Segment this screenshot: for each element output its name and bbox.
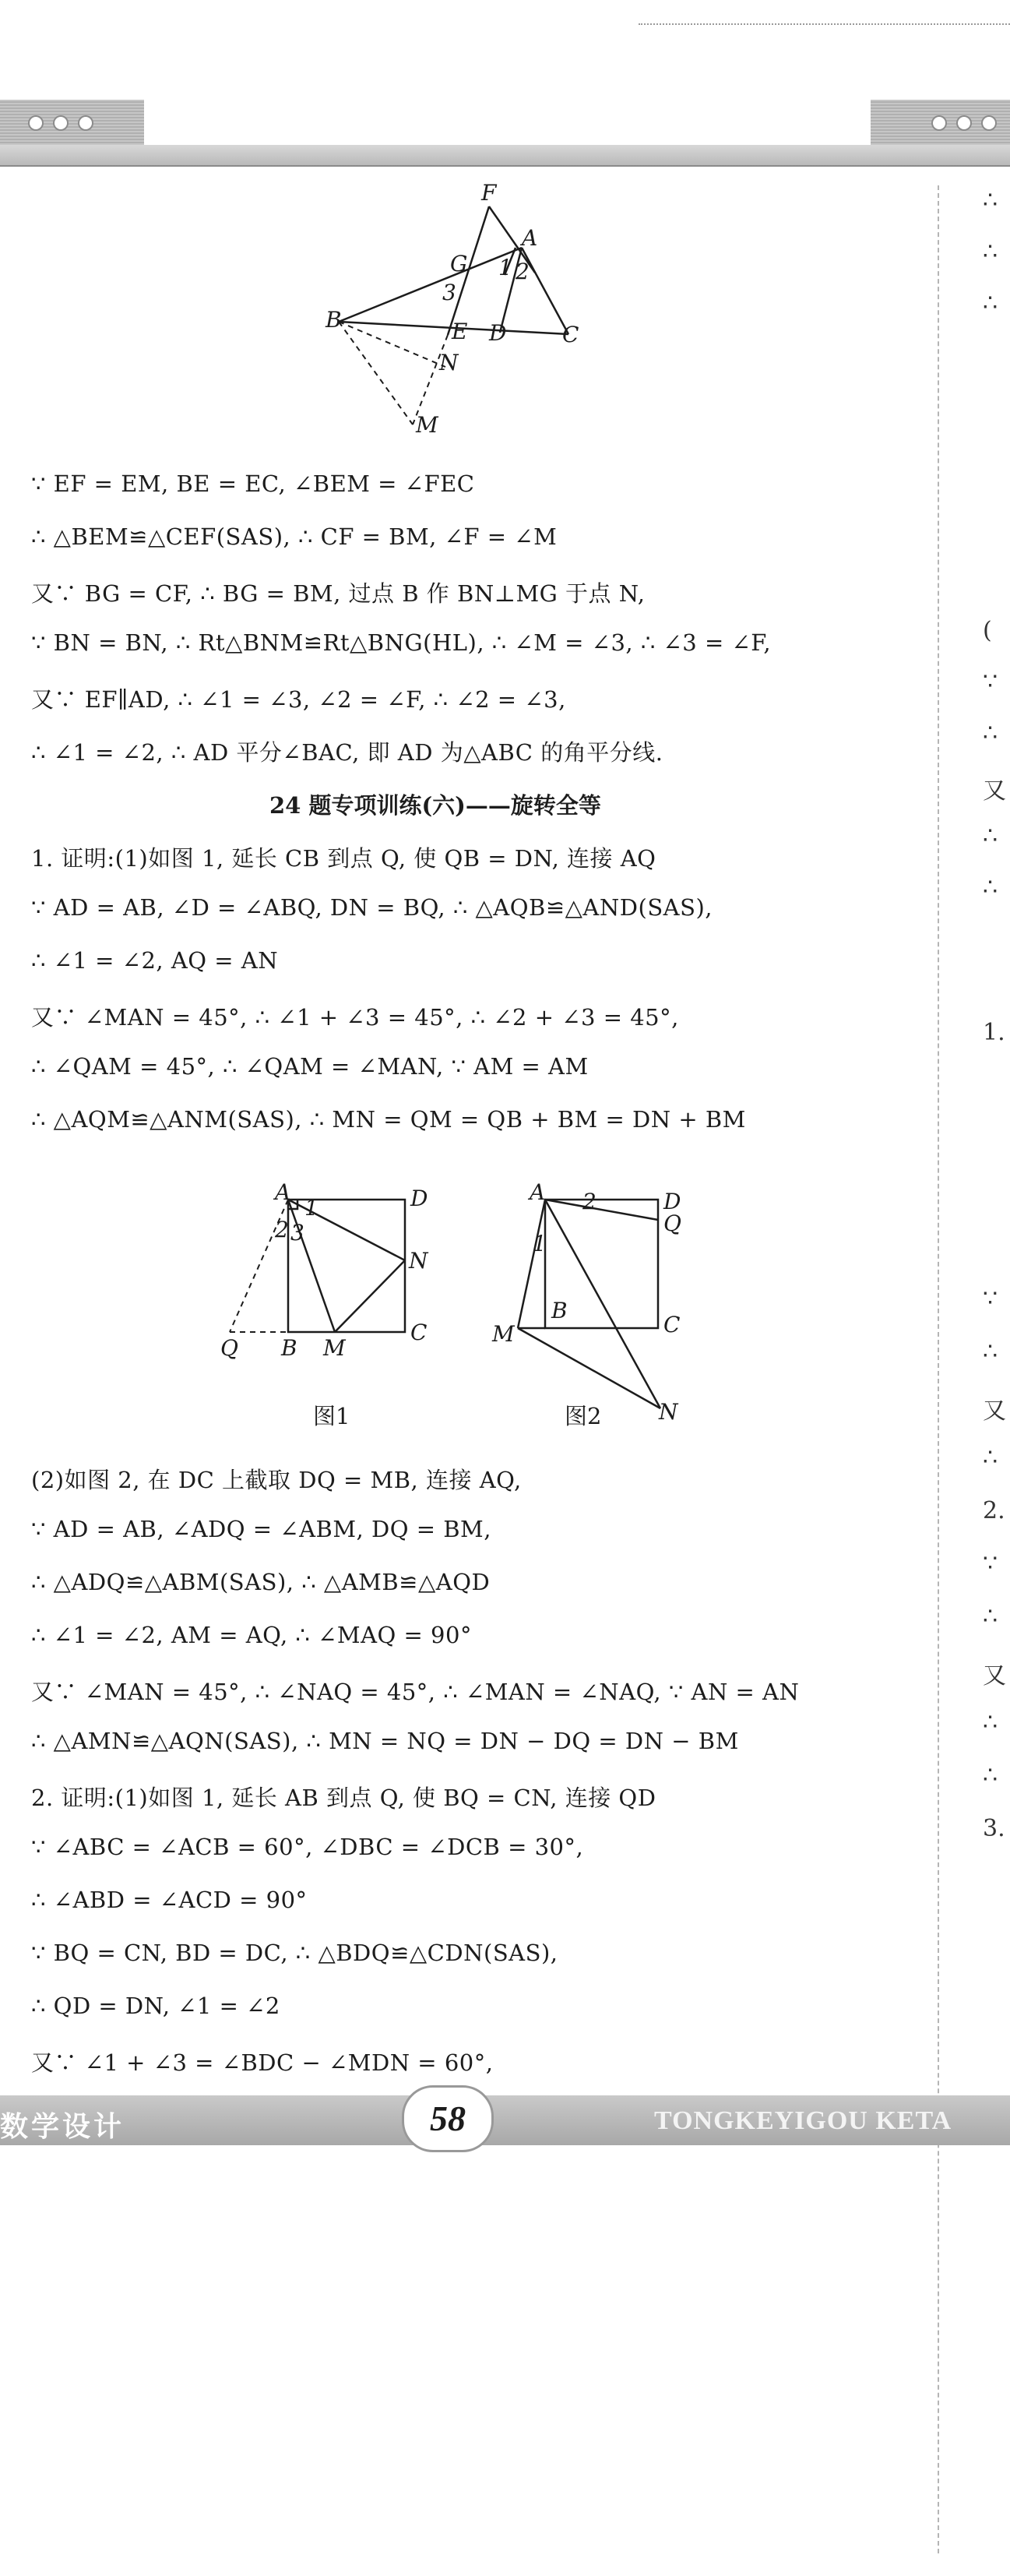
footer-right-text: TONGKEYIGOU KETA [654, 2106, 952, 2135]
figure-label: 2 [582, 1189, 596, 1214]
figure-label: Q [220, 1335, 238, 1361]
figure-label: D [410, 1186, 428, 1211]
right-column-fragment: ∴ [983, 1444, 998, 1471]
figure-label: C [410, 1320, 428, 1345]
proof-line: ∵ AD = AB, ∠ADQ = ∠ABM, DQ = BM, [31, 1516, 491, 1542]
figure-label: 2 [275, 1217, 289, 1242]
header-band-left [0, 100, 144, 145]
figure-label: B [551, 1298, 568, 1323]
figure-label: E [452, 319, 468, 344]
figure-label: G [450, 251, 468, 277]
right-column-fragment: ∴ [983, 720, 998, 747]
proof-line: ∴ QD = DN, ∠1 = ∠2 [31, 1993, 280, 2019]
right-column-fragment: ∴ [983, 1762, 998, 1789]
figure-label: C [562, 322, 579, 347]
figure-label: 1 [533, 1231, 547, 1256]
right-column-fragment: ∴ [983, 1603, 998, 1630]
figure-label: 1 [304, 1195, 318, 1221]
figure-label: 2 [516, 259, 530, 284]
figure-label: B [326, 307, 342, 333]
right-column-fragment: ∴ [983, 238, 998, 266]
proof-line: ∴ △ADQ≌△ABM(SAS), ∴ △AMB≌△AQD [31, 1569, 491, 1595]
geometry-figure-top [311, 183, 607, 448]
header-dotted-line [639, 23, 1010, 25]
proof-line: ∴ ∠QAM = 45°, ∴ ∠QAM = ∠MAN, ∵ AM = AM [31, 1053, 589, 1080]
figure-label: Q [663, 1210, 681, 1236]
figure-1-caption: 图1 [313, 1403, 350, 1429]
proof-line: 2. 证明:(1)如图 1, 延长 AB 到点 Q, 使 BQ = CN, 连接 QD [31, 1785, 656, 1811]
header-dot-icon [79, 117, 92, 129]
proof-line: ∵ BQ = CN, BD = DC, ∴ △BDQ≌△CDN(SAS), [31, 1940, 558, 1966]
header-dot-icon [958, 117, 970, 129]
proof-line: ∵ EF = EM, BE = EC, ∠BEM = ∠FEC [31, 470, 475, 497]
right-column-fragment: ∴ [983, 290, 998, 317]
right-column-fragment: 又 [983, 1662, 1006, 1690]
figure-label: N [659, 1399, 678, 1425]
figure-2-caption: 图2 [565, 1403, 602, 1429]
right-column-fragment: 3. [983, 1815, 1005, 1842]
proof-line: 1. 证明:(1)如图 1, 延长 CB 到点 Q, 使 QB = DN, 连接 AQ [31, 845, 656, 872]
proof-line: (2)如图 2, 在 DC 上截取 DQ = MB, 连接 AQ, [31, 1467, 522, 1493]
figure-label: D [489, 320, 507, 346]
geometry-figure-2 [483, 1168, 701, 1425]
figure-label: F [481, 183, 497, 206]
proof-line: ∴ ∠1 = ∠2, ∴ AD 平分∠BAC, 即 AD 为△ABC 的角平分线. [31, 739, 663, 766]
proof-line: 又∵ ∠MAN = 45°, ∴ ∠NAQ = 45°, ∴ ∠MAN = ∠NAQ, ∵ AN = AN [31, 1679, 800, 1705]
right-column-fragment: 又 [983, 777, 1006, 805]
figure-label: M [323, 1335, 346, 1361]
right-column-fragment: ( [983, 617, 992, 644]
proof-line: 又∵ ∠1 + ∠3 = ∠BDC − ∠MDN = 60°, [31, 2049, 494, 2076]
proof-line: ∴ ∠ABD = ∠ACD = 90° [31, 1887, 308, 1913]
figure-label: M [492, 1321, 515, 1347]
proof-line: ∵ ∠ABC = ∠ACB = 60°, ∠DBC = ∠DCB = 30°, [31, 1834, 584, 1860]
right-column-fragment: ∵ [983, 1285, 998, 1313]
figure-label: A [530, 1179, 546, 1205]
figure-label: D [663, 1189, 681, 1214]
right-column-fragment: ∵ [983, 1550, 998, 1577]
right-column-fragment: 又 [983, 1397, 1006, 1425]
header-dot-icon [55, 117, 67, 129]
figure-label: 1 [498, 255, 512, 280]
header-dot-icon [933, 117, 945, 129]
figure-label: A [275, 1179, 291, 1205]
proof-line: ∴ △BEM≌△CEF(SAS), ∴ CF = BM, ∠F = ∠M [31, 523, 558, 550]
proof-line: 又∵ BG = CF, ∴ BG = BM, 过点 B 作 BN⊥MG 于点 N, [31, 580, 646, 607]
figure-label: 3 [290, 1220, 304, 1246]
figure-label: A [522, 225, 538, 251]
proof-line: ∴ ∠1 = ∠2, AM = AQ, ∴ ∠MAQ = 90° [31, 1622, 472, 1648]
proof-line: ∴ △AMN≌△AQN(SAS), ∴ MN = NQ = DN − DQ = DN − BM [31, 1728, 739, 1754]
proof-line: ∴ △AQM≌△ANM(SAS), ∴ MN = QM = QB + BM = DN + BM [31, 1106, 746, 1133]
footer-left-text: 数学设计 [0, 2111, 125, 2143]
geometry-figure-1 [206, 1168, 448, 1379]
page-number: 58 [402, 2085, 494, 2152]
proof-line: ∴ ∠1 = ∠2, AQ = AN [31, 947, 279, 974]
figure-label: N [439, 350, 459, 375]
section-heading: 24 题专项训练(六)——旋转全等 [269, 792, 601, 819]
proof-line: 又∵ EF∥AD, ∴ ∠1 = ∠3, ∠2 = ∠F, ∴ ∠2 = ∠3, [31, 686, 566, 713]
figure-label: M [416, 412, 438, 438]
column-divider [938, 185, 939, 2553]
header-dot-icon [30, 117, 42, 129]
figure-label: C [663, 1312, 681, 1337]
right-column-fragment: ∵ [983, 668, 998, 696]
header-bar [0, 145, 1010, 167]
header-dot-icon [983, 117, 995, 129]
figure-label: 3 [442, 280, 456, 305]
proof-line: 又∵ ∠MAN = 45°, ∴ ∠1 + ∠3 = 45°, ∴ ∠2 + ∠3 = 45°, [31, 1004, 679, 1031]
right-column-fragment: ∴ [983, 823, 998, 850]
right-column-fragment: ∴ [983, 874, 998, 901]
right-column-fragment: ∴ [983, 1709, 998, 1736]
right-column-fragment: ∴ [983, 1338, 998, 1366]
proof-line: ∵ AD = AB, ∠D = ∠ABQ, DN = BQ, ∴ △AQB≌△AND(SAS), [31, 894, 713, 921]
right-column-fragment: ∴ [983, 187, 998, 214]
right-column-fragment: 2. [983, 1497, 1005, 1524]
figure-label: N [409, 1248, 428, 1274]
figure-label: B [281, 1335, 297, 1361]
proof-line: ∵ BN = BN, ∴ Rt△BNM≌Rt△BNG(HL), ∴ ∠M = ∠3, ∴ ∠3 = ∠F, [31, 629, 772, 656]
right-column-fragment: 1. [983, 1019, 1005, 1046]
